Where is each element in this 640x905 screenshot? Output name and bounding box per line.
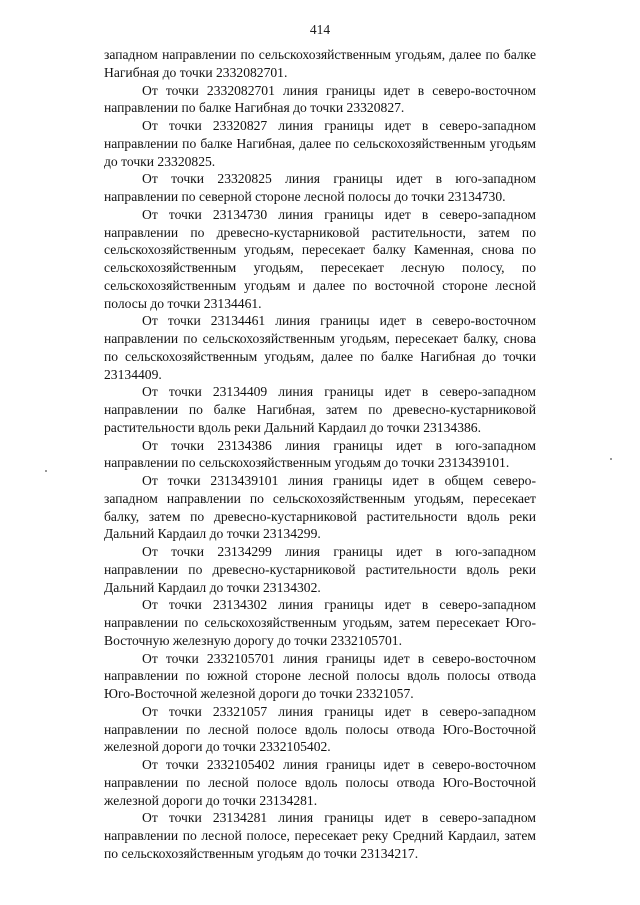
page-number: 414 bbox=[309, 22, 331, 37]
document-body bbox=[104, 46, 536, 863]
scan-speck-right bbox=[610, 458, 612, 460]
paragraph-14: От точки 2332105402 линия границы идет в северо-восточном направлении по лесной полосе вдоль полосы отвода Юго-Восточной железной дороги до точки 23134281. bbox=[104, 757, 536, 808]
paragraph-8: От точки 23134386 линия границы идет в юго-западном направлении по сельскохозяйственным угодьям до точки 2313439101. bbox=[104, 437, 536, 471]
paragraph-13: От точки 23321057 линия границы идет в северо-западном направлении по лесной полосе вдоль полосы отвода Юго-Восточной железной дороги до точки 2332105402. bbox=[104, 703, 536, 755]
paragraph-11: От точки 23134302 линия границы идет в северо-западном направлении по сельскохозяйственным угодьям, затем пересекает Юго-Восточную железную дорогу до точки 2332105701. bbox=[104, 597, 536, 648]
paragraph-4: От точки 23320825 линия границы идет в юго-западном направлении по северной стороне лесной полосы до точки 23134730. bbox=[104, 171, 536, 204]
paragraph-15: От точки 23134281 линия границы идет в северо-западном направлении по лесной полосе, пересекает реку Средний Кардаил, затем по сельскохозяйственным угодьям до точки 23134217. bbox=[104, 810, 536, 861]
paragraph-10: От точки 23134299 линия границы идет в юго-западном направлении по древесно-кустарниковой растительности вдоль реки Дальний Кардаил до точки 23134302. bbox=[104, 544, 536, 595]
paragraph-6: От точки 23134461 линия границы идет в северо-восточном направлении по сельскохозяйственным угодьям, пересекает балку, снова по сельскохозяйственным угодьям, далее по балке Нагибная до точки 23134409. bbox=[104, 313, 536, 382]
scan-speck-left bbox=[45, 470, 47, 472]
paragraph-12: От точки 2332105701 линия границы идет в северо-восточном направлении по южной стороне лесной полосы вдоль полосы отвода Юго-Восточной железной дороги до точки 23321057. bbox=[104, 650, 536, 701]
paragraph-1: западном направлении по сельскохозяйственным угодьям, далее по балке Нагибная до точки 2332082701. bbox=[104, 47, 536, 80]
paragraph-5: От точки 23134730 линия границы идет в северо-западном направлении по древесно-кустарниковой растительности, затем по сельскохозяйственным угодьям, пересекает балку Каменная, снова по сельскохозяйственным угодьям, пересекает лесную полосу, по сельскохозяйственным угодьям и далее по восточной стороне лесной полосы до точки 23134461. bbox=[104, 206, 536, 311]
paragraph-2: От точки 2332082701 линия границы идет в северо-восточном направлении по балке Нагибная до точки 23320827. bbox=[104, 82, 536, 116]
paragraph-9: От точки 2313439101 линия границы идет в общем северо-западном направлении по сельскохозяйственным угодьям, пересекает балку, затем по древесно-кустарниковой растительности вдоль реки Дальний Кардаил до точки 23134299. bbox=[104, 473, 536, 542]
paragraph-3: От точки 23320827 линия границы идет в северо-западном направлении по балке Нагибная, далее по сельскохозяйственным угодьям до точки 23320825. bbox=[104, 118, 536, 169]
paragraph-7: От точки 23134409 линия границы идет в северо-западном направлении по балке Нагибная, затем по древесно-кустарниковой растительности вдоль реки Дальний Кардаил до точки 23134386. bbox=[104, 384, 536, 435]
